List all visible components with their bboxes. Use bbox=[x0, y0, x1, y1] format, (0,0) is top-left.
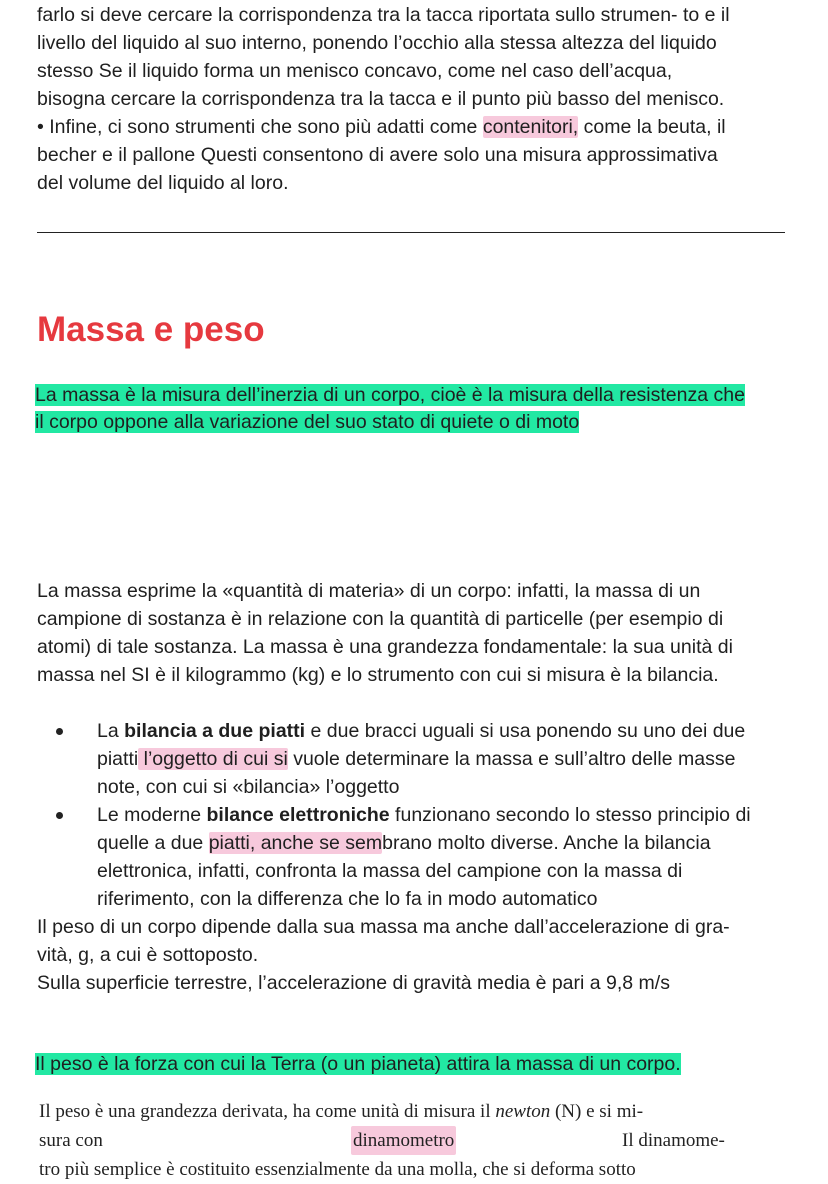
paragraph-line: La massa esprime la «quantità di materia» di un corpo: infatti, la massa di un bbox=[37, 580, 701, 602]
definition-line: La massa è la misura dell’inerzia di un corpo, cioè è la misura della resistenza che bbox=[35, 384, 745, 406]
intro-line: del volume del liquido al loro. bbox=[37, 172, 289, 194]
bullet-icon bbox=[56, 728, 63, 735]
paragraph-line: massa nel SI è il kilogrammo (kg) e lo strumento con cui si misura è la bilancia. bbox=[37, 664, 719, 686]
intro-line: stesso Se il liquido forma un menisco concavo, come nel caso dell’acqua, bbox=[37, 60, 673, 82]
intro-line: • Infine, ci sono strumenti che sono più adatti come contenitori, come la beuta, il bbox=[37, 116, 726, 138]
bullet-icon bbox=[56, 812, 63, 819]
intro-line: farlo si deve cercare la corrispondenza tra la tacca riportata sullo strumen- to e il bbox=[37, 4, 730, 26]
highlight-dinamometro: dinamometro bbox=[351, 1126, 456, 1155]
section-divider bbox=[37, 232, 785, 233]
intro-line: bisogna cercare la corrispondenza tra la tacca e il punto più basso del menisco. bbox=[37, 88, 725, 110]
intro-line: becher e il pallone Questi consentono di avere solo una misura approssimativa bbox=[37, 144, 718, 166]
highlight-oggetto: l’oggetto di cui si bbox=[138, 748, 288, 770]
highlight-piatti: piatti, anche se sem bbox=[208, 832, 383, 854]
paragraph-line: Il peso di un corpo dipende dalla sua massa ma anche dall’accelerazione di gra- bbox=[37, 916, 730, 938]
excerpt-line: sura con dinamometro Il dinamome- bbox=[39, 1126, 759, 1155]
paragraph-line: atomi) di tale sostanza. La massa è una grandezza fondamentale: la sua unità di bbox=[37, 636, 733, 658]
definition-line: il corpo oppone alla variazione del suo stato di quiete o di moto bbox=[35, 411, 580, 433]
weight-definition: Il peso è la forza con cui la Terra (o un pianeta) attira la massa di un corpo. bbox=[35, 1053, 681, 1075]
highlight-contenitori: contenitori, bbox=[482, 116, 579, 138]
intro-line: livello del liquido al suo interno, ponendo l’occhio alla stessa altezza del liquido bbox=[37, 32, 717, 54]
excerpt-line: tro più semplice è costituito essenzialmente da una molla, che si deforma sotto bbox=[39, 1159, 636, 1180]
paragraph-line: Sulla superficie terrestre, l’accelerazione di gravità media è pari a 9,8 m/s bbox=[37, 972, 670, 994]
paragraph-line: campione di sostanza è in relazione con la quantità di particelle (per esempio di bbox=[37, 608, 724, 630]
excerpt-line: Il peso è una grandezza derivata, ha come unità di misura il newton (N) e si mi- bbox=[39, 1101, 644, 1122]
paragraph-line: vità, g, a cui è sottoposto. bbox=[37, 944, 259, 966]
section-title: Massa e peso bbox=[37, 310, 265, 349]
